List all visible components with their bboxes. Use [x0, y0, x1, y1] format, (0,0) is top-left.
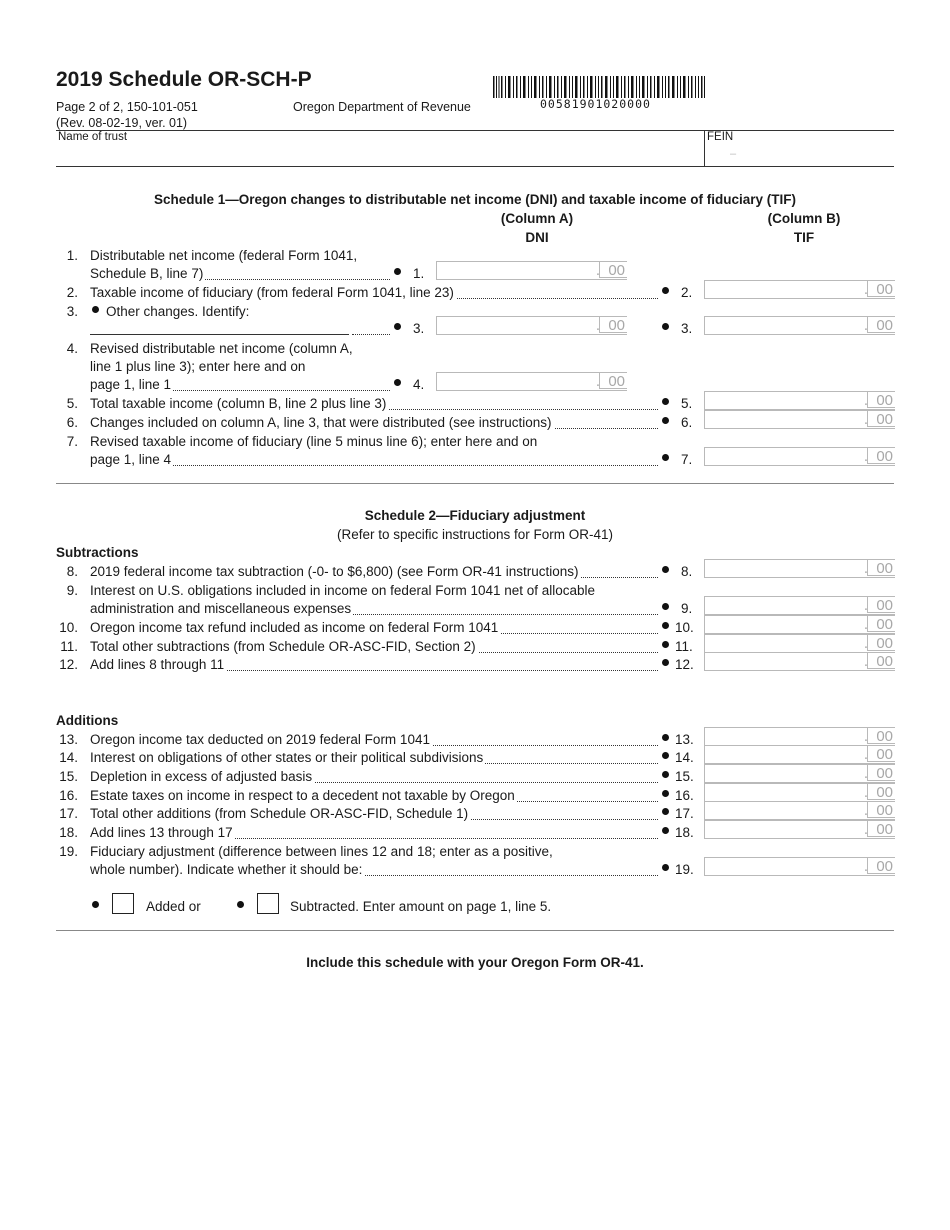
line-label: Depletion in excess of adjusted basis [90, 769, 658, 786]
line15-input[interactable]: . 00 [704, 764, 895, 783]
required-bullet-icon [662, 752, 669, 759]
footer-instruction: Include this schedule with your Oregon Form OR-41. [306, 955, 644, 970]
line16-input[interactable]: . 00 [704, 783, 895, 802]
required-bullet-icon [662, 864, 669, 871]
line14-input[interactable]: . 00 [704, 745, 895, 764]
subtracted-label: Subtracted. Enter amount on page 1, line 5. [290, 899, 552, 914]
line8-input[interactable]: . 00 [704, 559, 895, 578]
required-bullet-icon [662, 566, 669, 573]
line-ref: 3. [413, 321, 425, 336]
line-label: Revised taxable income of fiduciary (line 5 minus line 6); enter here and on [90, 434, 538, 449]
line-label: line 1 plus line 3); enter here and on [90, 359, 306, 374]
line-ref: 7. [681, 452, 693, 467]
form-title: 2019 Schedule OR-SCH-P [56, 68, 312, 91]
line-number: 13. [59, 732, 78, 747]
line-number: 19. [59, 844, 78, 859]
line-ref: 8. [681, 564, 693, 579]
required-bullet-icon [662, 734, 669, 741]
line3-tif-input[interactable]: . 00 [704, 316, 895, 335]
line9-input[interactable]: . 00 [704, 596, 895, 615]
line6-tif-input[interactable]: . 00 [704, 410, 895, 429]
schedule1-title: Schedule 1—Oregon changes to distributable net income (DNI) and taxable income of fiduciary (TIF) [153, 192, 797, 207]
line-label: Interest on obligations of other states or their political subdivisions [90, 750, 658, 767]
fein-separator: – [730, 148, 737, 160]
line-ref: 15. [675, 769, 694, 784]
subtracted-checkbox[interactable] [257, 893, 279, 914]
line-ref: 6. [681, 415, 693, 430]
required-bullet-icon [662, 808, 669, 815]
line-ref: 18. [675, 825, 694, 840]
line-number: 1. [66, 248, 78, 263]
line-ref: 13. [675, 732, 694, 747]
line1-dni-input[interactable]: . 00 [436, 261, 627, 280]
department-name: Oregon Department of Revenue [293, 100, 471, 114]
line-label: Estate taxes on income in respect to a decedent not taxable by Oregon [90, 788, 658, 805]
schedule2-title: Schedule 2—Fiduciary adjustment [364, 508, 586, 523]
required-bullet-icon [394, 323, 401, 330]
name-of-trust-label: Name of trust [58, 131, 128, 143]
line-ref: 17. [675, 806, 694, 821]
line12-input[interactable]: . 00 [704, 652, 895, 671]
required-bullet-icon [662, 454, 669, 461]
column-a-subheading: DNI [525, 230, 549, 245]
line-number: 14. [59, 750, 78, 765]
additions-heading: Additions [56, 713, 119, 728]
line-ref: 11. [675, 639, 693, 654]
line-ref: 14. [675, 750, 694, 765]
line-number: 4. [66, 341, 78, 356]
added-label: Added or [146, 899, 201, 914]
line-number: 5. [66, 396, 78, 411]
line-label: page 1, line 1 [90, 377, 390, 394]
line-label: Revised distributable net income (column A, [90, 341, 353, 356]
line-number: 15. [59, 769, 78, 784]
line-label: Total other additions (from Schedule OR-ASC-FID, Schedule 1) [90, 806, 658, 823]
subtractions-heading: Subtractions [56, 545, 139, 560]
required-bullet-icon [92, 306, 99, 313]
column-b-heading: (Column B) [767, 211, 841, 226]
added-checkbox[interactable] [112, 893, 134, 914]
revision-info: (Rev. 08-02-19, ver. 01) [56, 116, 188, 130]
line-label: Oregon income tax refund included as income on federal Form 1041 [90, 620, 658, 637]
required-bullet-icon [662, 771, 669, 778]
line-label: whole number). Indicate whether it should be: [90, 862, 658, 879]
line-number: 9. [66, 583, 78, 598]
line-number: 6. [66, 415, 78, 430]
line13-input[interactable]: . 00 [704, 727, 895, 746]
required-bullet-icon [662, 622, 669, 629]
line-label: Interest on U.S. obligations included in income on federal Form 1041 net of allocable [90, 583, 596, 598]
required-bullet-icon [662, 287, 669, 294]
required-bullet-icon [662, 790, 669, 797]
line4-dni-input[interactable]: . 00 [436, 372, 627, 391]
required-bullet-icon [662, 398, 669, 405]
line7-tif-input[interactable]: . 00 [704, 447, 895, 466]
line-ref: 5. [681, 396, 693, 411]
line-label: administration and miscellaneous expenses [90, 601, 658, 618]
line-label: Schedule B, line 7) [90, 266, 390, 283]
barcode-number: 00581901020000 [540, 97, 651, 111]
line-label: Taxable income of fiduciary (from federal Form 1041, line 23) [90, 285, 658, 302]
line-number: 7. [66, 434, 78, 449]
line-label: 2019 federal income tax subtraction (-0- to $6,800) (see Form OR-41 instructions) [90, 564, 658, 581]
required-bullet-icon [662, 659, 669, 666]
column-b-subheading: TIF [793, 230, 815, 245]
line2-tif-input[interactable]: . 00 [704, 280, 895, 299]
required-bullet-icon [662, 417, 669, 424]
required-bullet-icon [662, 323, 669, 330]
line-number: 10. [59, 620, 78, 635]
line-number: 2. [66, 285, 78, 300]
line-ref: 16. [675, 788, 694, 803]
required-bullet-icon [394, 268, 401, 275]
line-number: 12. [59, 657, 78, 672]
line-label: Add lines 8 through 11 [90, 657, 658, 674]
line-ref: 1. [413, 266, 425, 281]
line11-input[interactable]: . 00 [704, 634, 895, 653]
line17-input[interactable]: . 00 [704, 801, 895, 820]
line19-input[interactable]: . 00 [704, 857, 895, 876]
required-bullet-icon [92, 901, 99, 908]
required-bullet-icon [662, 827, 669, 834]
line-label: Oregon income tax deducted on 2019 federal Form 1041 [90, 732, 658, 749]
line-number: 3. [66, 304, 78, 319]
line-ref: 3. [681, 321, 693, 336]
column-a-heading: (Column A) [500, 211, 574, 226]
line3-dni-input[interactable]: . 00 [436, 316, 627, 335]
line5-tif-input[interactable]: . 00 [704, 391, 895, 410]
line-number: 8. [66, 564, 78, 579]
line-label: page 1, line 4 [90, 452, 658, 469]
line-number: 18. [59, 825, 78, 840]
line-ref: 4. [413, 377, 425, 392]
required-bullet-icon [237, 901, 244, 908]
line-label: Distributable net income (federal Form 1041, [90, 248, 358, 263]
line10-input[interactable]: . 00 [704, 615, 895, 634]
line-ref: 2. [681, 285, 693, 300]
page-info: Page 2 of 2, 150-101-051 [56, 100, 198, 114]
name-of-trust-input[interactable] [58, 146, 698, 166]
other-changes-identify-input[interactable] [90, 320, 349, 335]
barcode [493, 76, 705, 98]
fein-label: FEIN [707, 131, 734, 143]
line18-input[interactable]: . 00 [704, 820, 895, 839]
line-ref: 9. [681, 601, 693, 616]
required-bullet-icon [662, 641, 669, 648]
line-ref: 12. [675, 657, 694, 672]
line-label: Total taxable income (column B, line 2 plus line 3) [90, 396, 658, 413]
required-bullet-icon [394, 379, 401, 386]
required-bullet-icon [662, 603, 669, 610]
line-number: 11. [60, 639, 78, 654]
line-label: Total other subtractions (from Schedule OR-ASC-FID, Section 2) [90, 639, 658, 656]
schedule2-subtitle: (Refer to specific instructions for Form OR-41) [336, 527, 614, 542]
line-number: 16. [59, 788, 78, 803]
line-number: 17. [59, 806, 78, 821]
line-label: Changes included on column A, line 3, that were distributed (see instructions) [90, 415, 658, 432]
line-label: Other changes. Identify: [106, 304, 250, 319]
line-ref: 10. [675, 620, 694, 635]
leader-dots [352, 319, 390, 335]
line-label: Fiduciary adjustment (difference between lines 12 and 18; enter as a positive, [90, 844, 553, 859]
line-ref: 19. [675, 862, 694, 877]
line-label: Add lines 13 through 17 [90, 825, 658, 842]
